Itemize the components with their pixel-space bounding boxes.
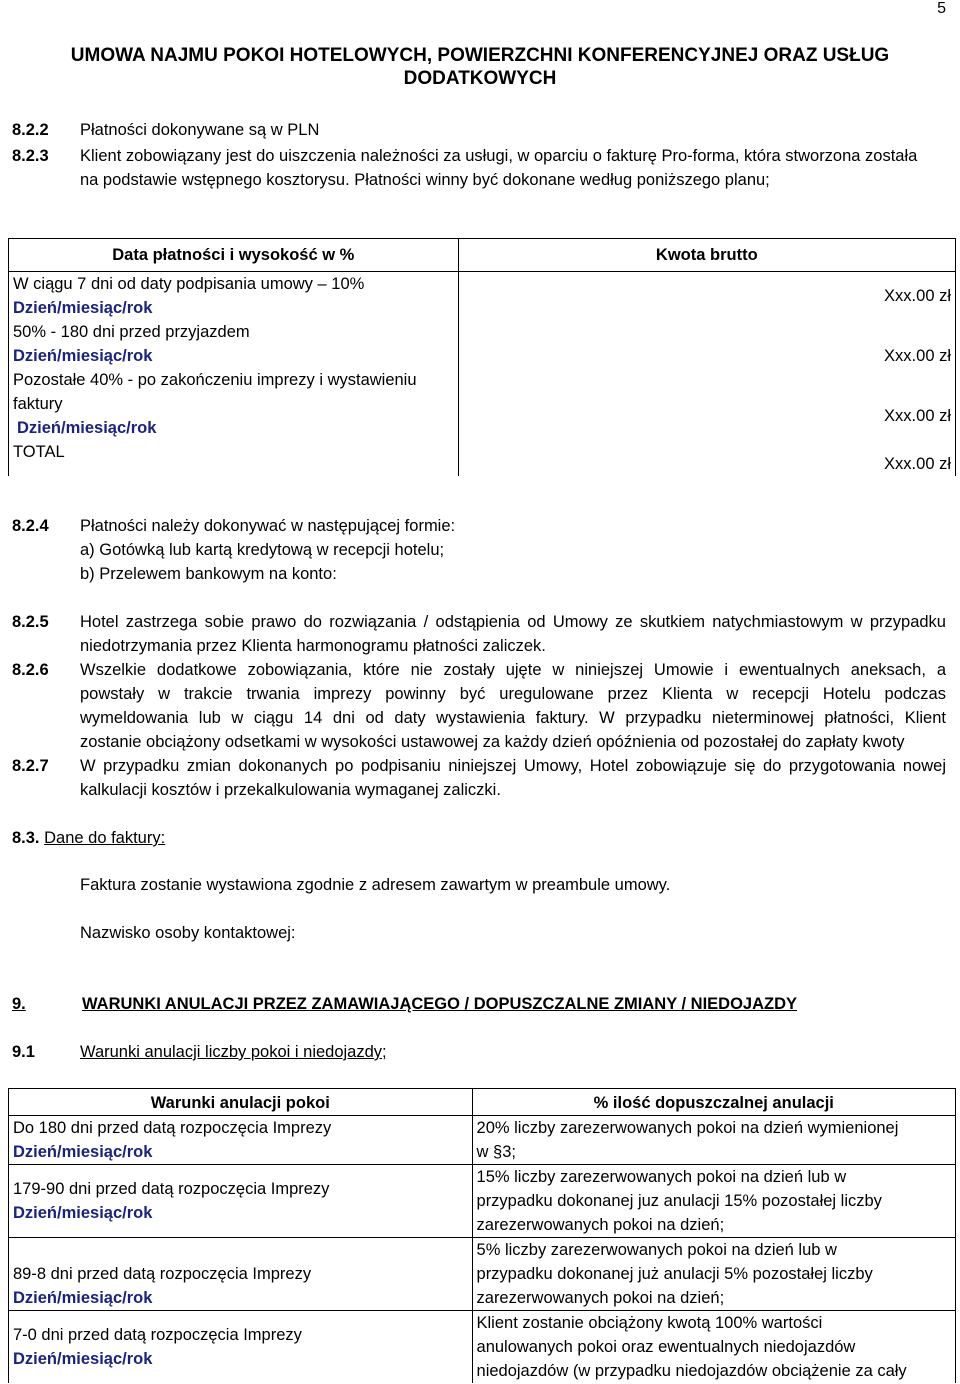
amount-value: Xxx.00 zł: [884, 347, 951, 365]
amount-value: Xxx.00 zł: [884, 287, 951, 305]
section-8-2-7: 8.2.7 W przypadku zmian dokonanych po podpisaniu niniejszej Umowy, Hotel zobowiązuje się do przygotowania nowej kalkulacji kosztów i przekalkulowania wymaganej zaliczki.: [12, 757, 946, 799]
table-row: 179-90 dni przed datą rozpoczęcia Imprezy Dzień/miesiąc/rok 15% liczby zarezerwowanych pokoi na dzień lub w przypadku dokonanej juz anulacji 15% pozostałej liczby zarezerwowanych pokoi na dzień;: [9, 1165, 956, 1238]
table-row: Do 180 dni przed datą rozpoczęcia Imprezy Dzień/miesiąc/rok 20% liczby zarezerwowanych pokoi na dzień wymienionej w §3;: [9, 1116, 956, 1165]
contact-person-label: Nazwisko osoby kontaktowej:: [80, 924, 296, 942]
document-title: UMOWA NAJMU POKOI HOTELOWYCH, POWIERZCHNI KONFERENCYJNEJ ORAZ USŁUG DODATKOWYCH: [70, 45, 890, 89]
amount-value: Xxx.00 zł: [884, 407, 951, 425]
section-8-3-heading: 8.3. Dane do faktury:: [12, 829, 166, 847]
payment-schedule-table: [8, 238, 956, 476]
table-row: 7-0 dni przed datą rozpoczęcia Imprezy Dzień/miesiąc/rok Klient zostanie obciążony kwotą 100% wartości anulowanych pokoi oraz ewentualnych niedojazdów niedojazdów (w przypadku niedojazdów obciążenie za cały: [9, 1311, 956, 1384]
invoice-info-text: Faktura zostanie wystawiona zgodnie z adresem zawartym w preambule umowy.: [80, 876, 671, 894]
total-label: TOTAL: [13, 443, 65, 461]
payment-header-date: Data płatności i wysokość w %: [9, 239, 459, 272]
total-amount: Xxx.00 zł: [884, 455, 951, 473]
section-9-heading: 9. WARUNKI ANULACJI PRZEZ ZAMAWIAJĄCEGO / DOPUSZCZALNE ZMIANY / NIEDOJAZDY: [12, 995, 798, 1013]
table-row: 89-8 dni przed datą rozpoczęcia Imprezy Dzień/miesiąc/rok 5% liczby zarezerwowanych pokoi na dzień lub w przypadku dokonanej już anulacji 5% pozostałej liczby zarezerwowanych pokoi na dzień;: [9, 1238, 956, 1311]
section-8-2-6: 8.2.6 Wszelkie dodatkowe zobowiązania, które nie zostały ujęte w niniejszej Umowie i ewentualnych aneksach, a powstały w trakcie trwania imprezy powinny być uregulowane przez Klienta w recepcji Hotelu podczas wymeldowania lub w ciągu 14 dni od daty wystawienia faktury. W przypadku nieterminowej płatności, Klient zostanie obciążony odsetkami w wysokości ustawowej za każdy dzień opóźnienia od pozostałej do zapłaty kwoty: [12, 661, 946, 751]
section-9-1-heading: 9.1 Warunki anulacji liczby pokoi i niedojazdy;: [12, 1043, 387, 1061]
cancel-header-conditions: Warunki anulacji pokoi: [9, 1089, 473, 1116]
section-8-2-3: 8.2.3 Klient zobowiązany jest do uiszczenia należności za usługi, w oparciu o fakturę Pro-forma, która stworzona została na podstawie wstępnego kosztorysu. Płatności winny być dokonane według poniższego planu;: [12, 147, 918, 189]
section-8-2-5: 8.2.5 Hotel zastrzega sobie prawo do rozwiązania / odstąpienia od Umowy ze skutkiem natychmiastowym w przypadku niedotrzymania przez Klienta harmonogramu płatności zaliczek.: [12, 613, 946, 655]
table-row: W ciągu 7 dni od daty podpisania umowy – 10% Dzień/miesiąc/rok 50% - 180 dni przed przyjazdem Dzień/miesiąc/rok Pozostałe 40% - po zakończeniu imprezy i wystawieniu faktury Dzień/miesiąc/rok TOTAL Xxx.00 zł Xxx.00 zł Xxx.00 zł Xxx.00 zł: [9, 272, 956, 477]
payment-header-amount: Kwota brutto: [458, 239, 955, 272]
page-number: 5: [937, 0, 946, 17]
cancel-header-percent: % ilość dopuszczalnej anulacji: [472, 1089, 955, 1116]
cancellation-table: [8, 1088, 956, 1383]
section-8-2-4: 8.2.4 Płatności należy dokonywać w następującej formie: a) Gotówką lub kartą kredytową w recepcji hotelu; b) Przelewem bankowym na konto:: [12, 517, 456, 583]
